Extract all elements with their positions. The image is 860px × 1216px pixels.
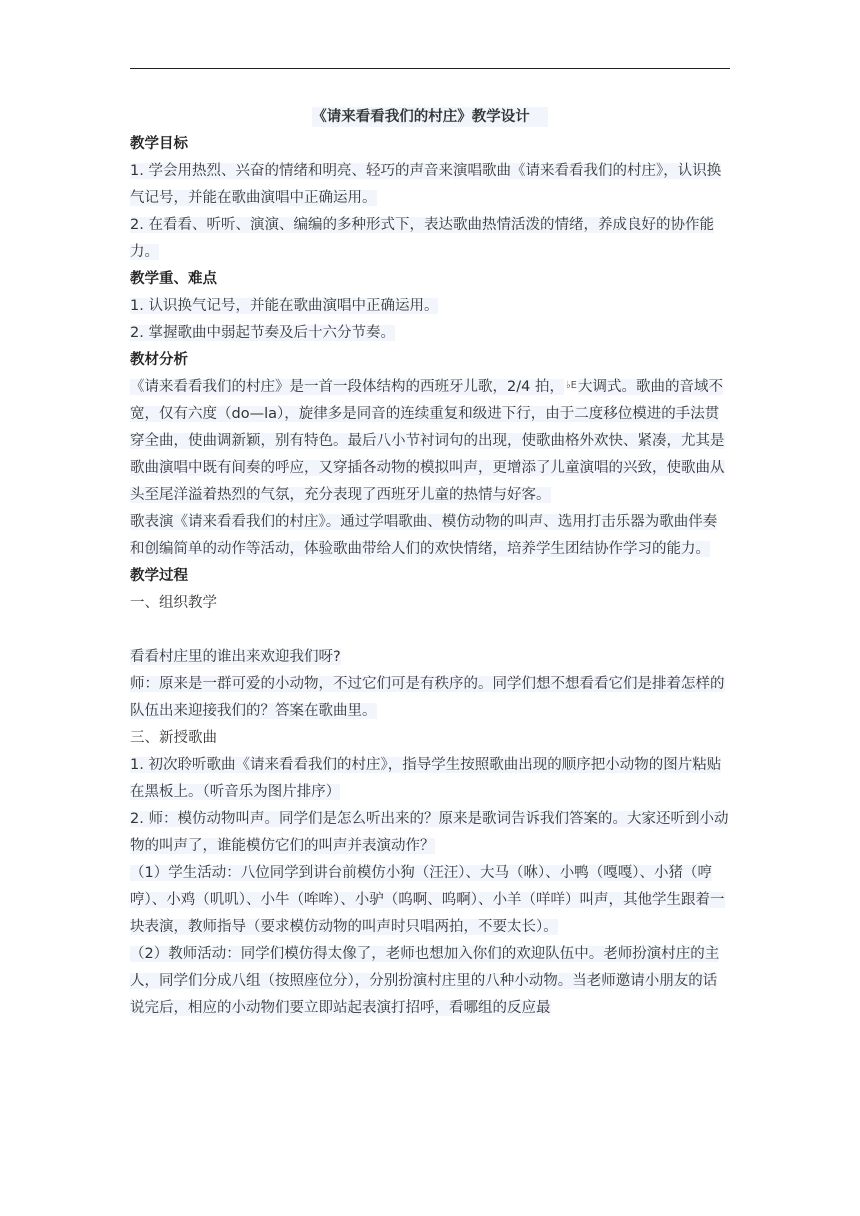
document-title: 《请来看看我们的村庄》教学设计 xyxy=(130,104,730,131)
document-body xyxy=(130,104,730,1022)
flat-e-key-icon: ♭E xyxy=(565,380,577,391)
activity-item: （1）学生活动：八位同学到讲台前模仿小狗（汪汪）、大马（咻）、小鸭（嘎嘎）、小猪（哼哼）、小鸡（叽叽）、小牛（哞哞）、小驴（呜啊、呜啊）、小羊（咩咩）叫声，其他学生跟着一块表演，教师指导（要求模仿动物的叫声时只唱两拍，不要太长）。 xyxy=(130,865,725,935)
process-line: 1. 初次聆听歌曲《请来看看我们的村庄》，指导学生按照歌曲出现的顺序把小动物的图片粘贴在黑板上。（听音乐为图片排序） xyxy=(130,757,722,800)
analysis-paragraph: 《请来看看我们的村庄》是一首一段体结构的西班牙儿歌，2/4 拍， ♭E大调式。歌曲的音域不宽，仅有六度（do—la），旋律多是同音的连续重复和级进下行，由于二度移位模进的手法贯穿全曲，使曲调新颖，别有特色。最后八小节衬词句的出现，使歌曲格外欢快、紧凑，尤其是歌曲演唱中既有间奏的呼应，又穿插各动物的模拟叫声，更增添了儿童演唱的兴致，使歌曲从头至尾洋溢着热烈的气氛，充分表现了西班牙儿童的热情与好客。 xyxy=(130,379,725,503)
goal-item: 1. 学会用热烈、兴奋的情绪和明亮、轻巧的声音来演唱歌曲《请来看看我们的村庄》，认识换气记号，并能在歌曲演唱中正确运用。 xyxy=(130,163,722,206)
blank-line xyxy=(130,617,730,644)
process-line: 师：原来是一群可爱的小动物，不过它们可是有秩序的。同学们想不想看看它们是排着怎样的队伍出来迎接我们的？答案在歌曲里。 xyxy=(130,676,725,719)
goal-item: 2. 在看看、听听、演演、编编的多种形式下，表达歌曲热情活泼的情绪，养成良好的协作能力。 xyxy=(130,217,714,260)
process-line: 看看村庄里的谁出来欢迎我们呀? xyxy=(130,649,341,665)
section-heading-key-points: 教学重、难点 xyxy=(130,271,217,287)
section-heading-analysis: 教材分析 xyxy=(130,352,188,368)
section-heading-goals: 教学目标 xyxy=(130,136,188,152)
process-step: 三、新授歌曲 xyxy=(130,730,217,746)
process-step: 一、组织教学 xyxy=(130,595,217,611)
key-point-item: 2. 掌握歌曲中弱起节奏及后十六分节奏。 xyxy=(130,325,395,341)
section-heading-process: 教学过程 xyxy=(130,568,188,584)
analysis-paragraph: 歌表演《请来看看我们的村庄》。通过学唱歌曲、模仿动物的叫声、选用打击乐器为歌曲伴奏和创编简单的动作等活动，体验歌曲带给人们的欢快情绪，培养学生团结协作学习的能力。 xyxy=(130,514,718,557)
key-point-item: 1. 认识换气记号，并能在歌曲演唱中正确运用。 xyxy=(130,298,439,314)
activity-item: （2）教师活动：同学们模仿得太像了，老师也想加入你们的欢迎队伍中。老师扮演村庄的主人，同学们分成八组（按照座位分），分别扮演村庄里的八种小动物。当老师邀请小朋友的话说完后，相应的小动物们要立即站起表演打招呼，看哪组的反应最 xyxy=(130,946,720,1016)
process-line: 2. 师：模仿动物叫声。同学们是怎么听出来的？原来是歌词告诉我们答案的。大家还听到小动物的叫声了，谁能模仿它们的叫声并表演动作？ xyxy=(130,811,729,854)
header-rule xyxy=(130,68,730,69)
